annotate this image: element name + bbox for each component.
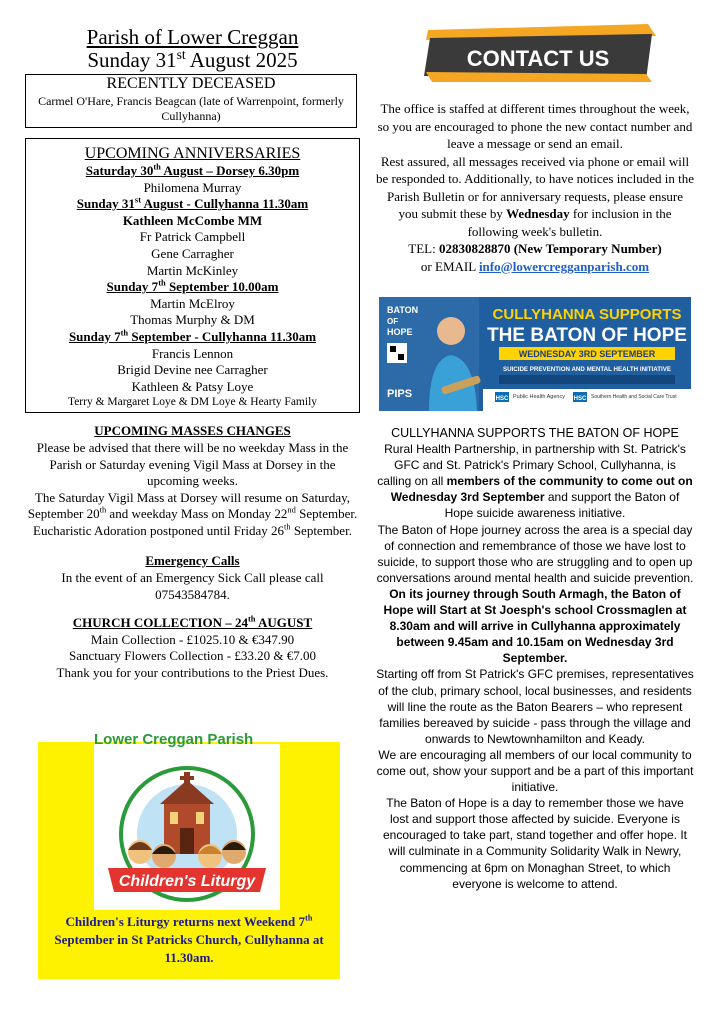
anniversary-date-heading — [26, 329, 359, 346]
emergency-text: In the event of an Emergency Sick Call please call 07543584784. — [61, 570, 324, 602]
anniv-date-suffix: th — [158, 277, 166, 288]
anniv-date-text: Sunday 7 — [68, 328, 121, 344]
text: September. — [290, 522, 352, 538]
anniversary-name: Francis Lennon — [151, 345, 234, 361]
anniversary-name: Fr Patrick Campbell — [139, 229, 246, 245]
text-bold: members of the community to come out on Wednesday 3rd September — [390, 474, 693, 505]
anniversary-name: Martin McElroy — [150, 295, 235, 311]
text: for inclusion in the following week's bulletin. — [467, 206, 672, 239]
masses-paragraph: Please be advised that there will be no weekday Mass in the Parish or Saturday evening Vigil Mass at Dorsey in the upcoming weeks. — [36, 439, 349, 489]
collection-thanks: Thank you for your contributions to the Priest Dues. — [56, 665, 329, 681]
right-column — [376, 22, 694, 892]
anniv-date-rest: September 10.00am — [165, 279, 279, 295]
collection-heading — [25, 615, 360, 632]
baton-paragraph: The Baton of Hope journey across the area is a special day of connection and remembrance of those we have lost to suicide, to support those who are struggling and to open up conversations around mental health and suicide prevention. — [376, 522, 694, 585]
anniversary-name-month-mind: Kathleen McCombe MM — [122, 212, 263, 228]
anniversary-name: Gene Carragher — [151, 245, 234, 261]
recently-deceased-box — [25, 74, 357, 128]
anniv-date-suffix: th — [120, 327, 129, 338]
suffix: th — [99, 504, 107, 515]
contact-text — [376, 100, 694, 275]
deceased-heading: RECENTLY DECEASED — [106, 75, 276, 92]
baton-paragraph-route: On its journey through South Armagh, the Baton of Hope will Start at St Joesph's school Crossmaglen at 8.30am and will arrive in Cullyhanna approximately between 9.45am and 10.15am on Wednesday 3rd September. — [383, 586, 687, 666]
baton-paragraph — [376, 441, 694, 521]
text: September in St Patricks Church, Cullyhanna at 11.30am. — [54, 932, 324, 965]
anniversary-date-heading — [26, 163, 359, 180]
anniversary-name: Kathleen & Patsy Loye — [131, 378, 254, 394]
baton-article-title: CULLYHANNA SUPPORTS THE BATON OF HOPE — [391, 426, 679, 440]
text: September. — [295, 506, 358, 522]
collection-section — [25, 615, 360, 681]
bulletin-date — [25, 49, 360, 72]
text: The Saturday Vigil Mass at Dorsey will resume on Saturday, September 20 — [27, 489, 351, 522]
deceased-names: Carmel O'Hare, Francis Beagcan (late of Warrenpoint, formerly Cullyhanna) — [38, 94, 344, 123]
contact-banner-graphic — [420, 22, 660, 84]
email-label: or EMAIL — [420, 258, 479, 274]
masses-paragraph — [25, 490, 360, 523]
text: Rest assured, all messages received via phone or email will be responded to. Additionally, to have notices included in the Parish Bulletin or for anniversary requests, please ensure you submit these by — [376, 153, 694, 221]
anniv-date-suffix: st — [134, 194, 141, 205]
anniversary-name: Terry & Margaret Loye & DM Loye & Hearty Family — [67, 396, 318, 409]
text: Eucharistic Adoration postponed until Friday 26 — [33, 522, 284, 538]
text: CHURCH COLLECTION – 24 — [72, 615, 248, 631]
contact-us-banner — [420, 22, 660, 84]
anniv-date-rest: September - Cullyhanna 11.30am — [128, 328, 317, 344]
date-text-rest: August 2025 — [185, 48, 298, 72]
text: and weekday Mass on Monday 22 — [106, 506, 288, 522]
baton-date-strip: WEDNESDAY 3RD SEPTEMBER — [518, 349, 656, 359]
pha-logo-text: Public Health Agency — [513, 394, 565, 400]
anniv-date-text: Sunday 7 — [106, 279, 159, 295]
deadline-day: Wednesday — [506, 206, 570, 221]
liturgy-logo-graphic — [94, 731, 280, 910]
bulletin-header — [25, 26, 360, 72]
suffix: th — [247, 613, 256, 624]
collection-flowers: Sanctuary Flowers Collection - £33.20 & €7.00 — [69, 648, 316, 664]
suffix: th — [283, 521, 291, 532]
date-text: Sunday 31 — [87, 48, 177, 72]
date-suffix: st — [176, 47, 186, 62]
left-column — [25, 26, 360, 682]
baton-graphic — [379, 297, 691, 411]
contact-banner-text: CONTACT US — [466, 46, 610, 71]
baton-article — [376, 425, 694, 892]
suffix: nd — [287, 504, 296, 515]
anniv-date-rest: August - Cullyhanna 11.30am — [141, 196, 309, 212]
anniv-date-suffix: th — [153, 161, 161, 172]
hsc-logo: HSC — [573, 396, 587, 402]
hsc-logo: HSC — [495, 396, 509, 402]
tel-number: 02830828870 (New Temporary Number) — [438, 241, 662, 256]
trust-logo-text: Southern Health and Social Care Trust — [591, 394, 677, 400]
contact-paragraph — [376, 153, 694, 241]
baton-paragraph: The Baton of Hope is a day to remember those we have lost and support those affected by suicide. Everyone is encouraged to take part, stand together and offer hope. It will culminate in a Community Solidarity Walk in Newry, commencing at 6pm on Monaghan Street, to which everyone is welcome to attend. — [383, 796, 687, 891]
baton-headline: CULLYHANNA SUPPORTS — [492, 306, 682, 323]
baton-headline: THE BATON OF HOPE — [487, 325, 687, 346]
page-title: Parish of Lower Creggan — [86, 25, 299, 49]
masses-paragraph — [25, 523, 360, 540]
collection-main: Main Collection - £1025.10 & €347.90 — [90, 631, 295, 647]
contact-tel — [376, 240, 694, 258]
tel-label: TEL: — [408, 241, 439, 256]
contact-email — [376, 258, 694, 276]
anniversaries-box — [25, 138, 360, 413]
suffix: th — [304, 912, 313, 923]
baton-paragraph: We are encouraging all members of our local community to come out, show your support and be a part of this important initiative. — [376, 747, 694, 795]
email-link[interactable]: info@lowercregganparish.com — [478, 258, 650, 274]
emergency-heading: Emergency Calls — [145, 553, 240, 569]
anniversary-name: Martin McKinley — [146, 262, 239, 278]
logo-banner-text: Children's Liturgy — [118, 873, 256, 890]
baton-of-hope-image — [379, 297, 691, 411]
emergency-section — [25, 553, 360, 603]
anniversary-name: Thomas Murphy & DM — [130, 312, 255, 328]
baton-initiative: SUICIDE PREVENTION AND MENTAL HEALTH INITIATIVE — [502, 366, 672, 373]
badge-text: HOPE — [387, 327, 413, 337]
contact-paragraph: The office is staffed at different times throughout the week, so you are encouraged to phone the new contact number and leave a message or send an email. — [377, 101, 693, 151]
masses-heading: UPCOMING MASSES CHANGES — [94, 423, 291, 439]
text: AUGUST — [255, 615, 313, 631]
anniversary-date-heading — [26, 279, 359, 296]
anniversary-date-heading — [26, 196, 359, 213]
text: Children's Liturgy returns next Weekend 7 — [65, 914, 305, 929]
text: Rural Health Partnership, in partnership with St. Patrick's GFC and St. Patrick's Primary School, Cullyhanna, is calling on all — [377, 442, 686, 489]
anniv-date-text: Saturday 30 — [85, 163, 154, 178]
text: and support the Baton of Hope suicide awareness initiative. — [444, 490, 680, 521]
anniversary-name: Brigid Devine nee Carragher — [117, 362, 268, 378]
logo-arc-text: Lower Creggan Parish — [94, 731, 254, 748]
anniv-date-text: Sunday 31 — [76, 196, 135, 212]
badge-text: OF — [387, 317, 399, 326]
liturgy-announcement — [42, 913, 336, 967]
pips-logo-text: PIPS — [387, 388, 413, 400]
anniv-date-rest: August – Dorsey 6.30pm — [160, 163, 300, 178]
childrens-liturgy-logo — [94, 731, 280, 910]
anniversaries-heading: UPCOMING ANNIVERSARIES — [84, 145, 301, 162]
childrens-liturgy-poster — [38, 731, 340, 979]
anniversary-name: Philomena Murray — [143, 179, 242, 195]
masses-changes-section — [25, 423, 360, 539]
badge-text: BATON — [387, 305, 419, 315]
baton-paragraph: Starting off from St Patrick's GFC premises, representatives of the club, primary school, local businesses, and residents will line the route as the Baton Bearers – who represent families bereaved by suicide - pass through the village and onwards to Newtownhamilton and Keady. — [376, 667, 694, 746]
